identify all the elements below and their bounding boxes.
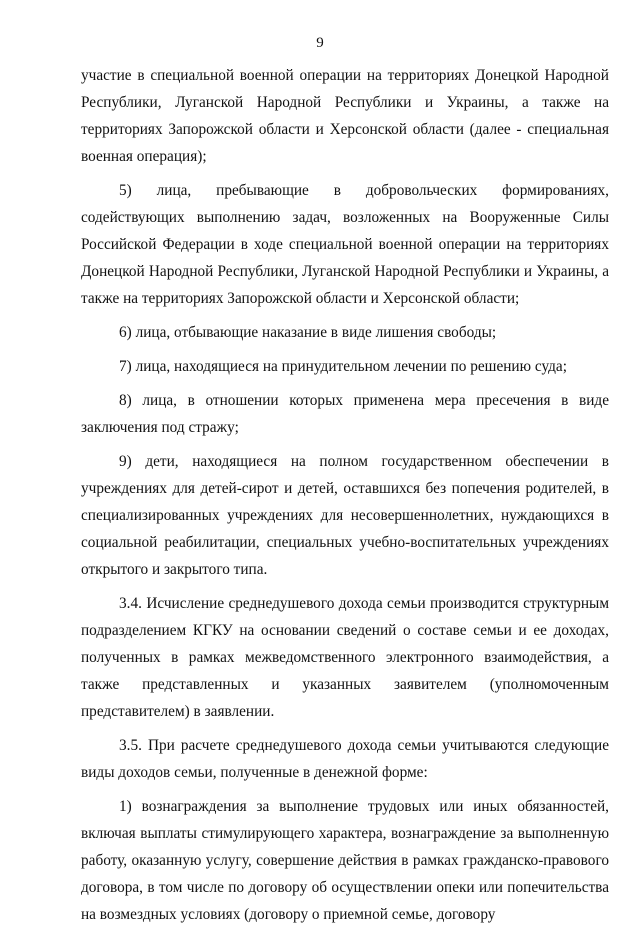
paragraph-continuation: участие в специальной военной операции на территориях Донецкой Народной Республики, Луганской Народной Республики и Украины, а также на территориях Запорожской области и Херсонской области (далее - специальная военная операция); — [81, 67, 609, 165]
list-item-9: 9) дети, находящиеся на полном государственном обеспечении в учреждениях для детей-сирот и детей, оставшихся без попечения родителей, в специализированных учреждениях для несовершеннолетних, нуждающихся в социальной реабилитации, специальных учебно-воспитательных учреждениях открытого и закрытого типа. — [81, 453, 609, 578]
list-item-5: 5) лица, пребывающие в добровольческих формированиях, содействующих выполнению задач, возложенных на Вооруженные Силы Российской Федерации в ходе специальной военной операции на территориях Донецкой Народной Республики, Луганской Народной Республики и Украины, а также на территориях Запорожской области и Херсонской области; — [81, 182, 609, 307]
document-body — [81, 62, 609, 935]
page-number: 9 — [316, 35, 324, 51]
list-item-6: 6) лица, отбывающие наказание в виде лишения свободы; — [119, 324, 497, 341]
income-item-1: 1) вознаграждения за выполнение трудовых или иных обязанностей, включая выплаты стимулирующего характера, вознаграждение за выполненную работу, оказанную услугу, совершение действия в рамках гражданско-правового договора, в том числе по договору об осуществлении опеки или попечительства на возмездных условиях (договору о приемной семье, договору — [81, 798, 609, 923]
list-item-7: 7) лица, находящиеся на принудительном лечении по решению суда; — [119, 358, 567, 375]
section-3-5: 3.5. При расчете среднедушевого дохода семьи учитываются следующие виды доходов семьи, полученные в денежной форме: — [81, 737, 609, 781]
list-item-8: 8) лица, в отношении которых применена мера пресечения в виде заключения под стражу; — [81, 392, 609, 436]
section-3-4: 3.4. Исчисление среднедушевого дохода семьи производится структурным подразделением КГКУ на основании сведений о составе семьи и ее доходах, полученных в рамках межведомственного электронного взаимодействия, а также представленных и указанных заявителем (уполномоченным представителем) в заявлении. — [81, 595, 609, 720]
